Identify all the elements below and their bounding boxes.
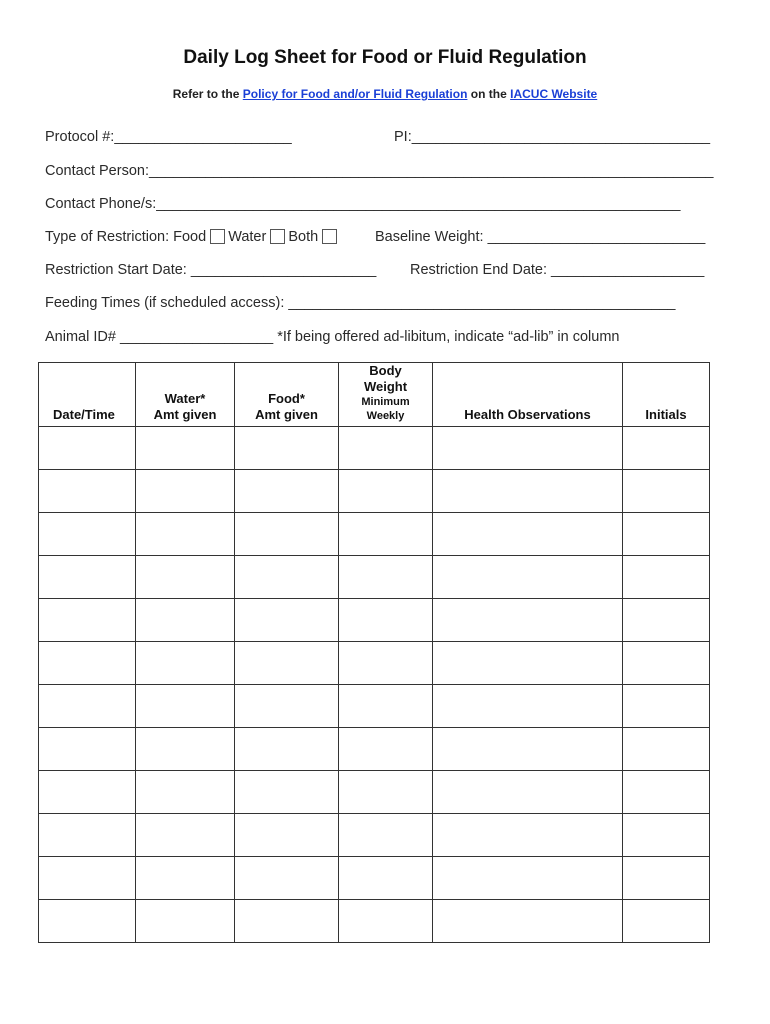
cell-food[interactable] <box>235 556 339 599</box>
header-food <box>235 363 339 427</box>
header-food-line2: Amt given <box>255 407 318 422</box>
cell-body-weight[interactable] <box>339 556 433 599</box>
cell-date-time[interactable] <box>39 728 136 771</box>
cell-initials[interactable] <box>623 556 710 599</box>
table-row <box>39 814 710 857</box>
cell-food[interactable] <box>235 857 339 900</box>
cell-body-weight[interactable] <box>339 599 433 642</box>
cell-food[interactable] <box>235 685 339 728</box>
cell-health[interactable] <box>433 771 623 814</box>
table-row <box>39 685 710 728</box>
header-health: Health Observations <box>433 363 623 427</box>
table-row <box>39 599 710 642</box>
page-title: Daily Log Sheet for Food or Fluid Regulation <box>183 47 587 68</box>
cell-food[interactable] <box>235 470 339 513</box>
cell-initials[interactable] <box>623 771 710 814</box>
cell-initials[interactable] <box>623 814 710 857</box>
header-initials: Initials <box>623 363 710 427</box>
table-row <box>39 427 710 470</box>
cell-date-time[interactable] <box>39 900 136 943</box>
cell-water[interactable] <box>136 685 235 728</box>
table-row <box>39 900 710 943</box>
cell-health[interactable] <box>433 599 623 642</box>
cell-water[interactable] <box>136 771 235 814</box>
both-checkbox[interactable] <box>322 229 337 244</box>
cell-health[interactable] <box>433 857 623 900</box>
feeding-times-field[interactable]: Feeding Times (if scheduled access): ________________________________________________ <box>45 295 676 311</box>
restriction-type-row <box>45 229 340 245</box>
cell-initials[interactable] <box>623 599 710 642</box>
cell-health[interactable] <box>433 513 623 556</box>
cell-water[interactable] <box>136 728 235 771</box>
cell-body-weight[interactable] <box>339 857 433 900</box>
cell-health[interactable] <box>433 427 623 470</box>
table-row <box>39 470 710 513</box>
cell-initials[interactable] <box>623 470 710 513</box>
cell-date-time[interactable] <box>39 556 136 599</box>
animal-id-field[interactable]: Animal ID# ___________________ *If being offered ad-libitum, indicate “ad-lib” in column <box>45 329 620 345</box>
cell-water[interactable] <box>136 470 235 513</box>
food-checkbox[interactable] <box>210 229 225 244</box>
cell-food[interactable] <box>235 642 339 685</box>
cell-water[interactable] <box>136 814 235 857</box>
cell-water[interactable] <box>136 857 235 900</box>
header-water-line2: Amt given <box>153 407 217 422</box>
water-label: Water <box>228 229 267 245</box>
cell-body-weight[interactable] <box>339 728 433 771</box>
header-food-line1: Food* <box>268 391 305 406</box>
cell-water[interactable] <box>136 642 235 685</box>
cell-body-weight[interactable] <box>339 771 433 814</box>
pi-field[interactable]: PI:_____________________________________ <box>394 129 711 145</box>
policy-link[interactable]: Policy for Food and/or Fluid Regulation <box>242 87 468 101</box>
cell-water[interactable] <box>136 427 235 470</box>
cell-date-time[interactable] <box>39 857 136 900</box>
cell-date-time[interactable] <box>39 771 136 814</box>
table-row <box>39 857 710 900</box>
header-water <box>136 363 235 427</box>
cell-initials[interactable] <box>623 857 710 900</box>
header-body-line1: Body <box>369 363 402 378</box>
table-row <box>39 728 710 771</box>
table-row <box>39 556 710 599</box>
cell-body-weight[interactable] <box>339 900 433 943</box>
protocol-field[interactable]: Protocol #:______________________ <box>45 129 292 145</box>
cell-date-time[interactable] <box>39 814 136 857</box>
table-row <box>39 513 710 556</box>
cell-water[interactable] <box>136 513 235 556</box>
cell-body-weight[interactable] <box>339 513 433 556</box>
cell-health[interactable] <box>433 685 623 728</box>
cell-health[interactable] <box>433 642 623 685</box>
contact-phone-field[interactable]: Contact Phone/s:_________________________________________________________________ <box>45 196 681 212</box>
cell-date-time[interactable] <box>39 685 136 728</box>
header-body-line3: Minimum <box>361 396 410 408</box>
baseline-weight-field[interactable]: Baseline Weight: ___________________________ <box>375 229 706 245</box>
cell-food[interactable] <box>235 771 339 814</box>
water-checkbox[interactable] <box>270 229 285 244</box>
cell-food[interactable] <box>235 599 339 642</box>
cell-date-time[interactable] <box>39 513 136 556</box>
header-water-line1: Water* <box>164 391 206 406</box>
subtitle-prefix: Refer to the <box>172 87 243 101</box>
cell-date-time[interactable] <box>39 470 136 513</box>
cell-body-weight[interactable] <box>339 814 433 857</box>
iacuc-link[interactable]: IACUC Website <box>510 87 598 101</box>
header-date-time: Date/Time <box>39 363 136 427</box>
cell-initials[interactable] <box>623 427 710 470</box>
log-table-body <box>39 427 710 943</box>
cell-food[interactable] <box>235 900 339 943</box>
cell-food[interactable] <box>235 427 339 470</box>
start-date-field[interactable]: Restriction Start Date: _______________________ <box>45 262 377 278</box>
cell-food[interactable] <box>235 814 339 857</box>
cell-food[interactable] <box>235 513 339 556</box>
header-body-line4: Weekly <box>366 410 405 422</box>
table-row <box>39 771 710 814</box>
cell-body-weight[interactable] <box>339 470 433 513</box>
cell-water[interactable] <box>136 900 235 943</box>
end-date-field[interactable]: Restriction End Date: ___________________ <box>410 262 705 278</box>
restriction-label: Type of Restriction: Food <box>45 229 207 245</box>
both-label: Both <box>288 229 319 245</box>
cell-health[interactable] <box>433 556 623 599</box>
cell-water[interactable] <box>136 599 235 642</box>
cell-body-weight[interactable] <box>339 427 433 470</box>
cell-body-weight[interactable] <box>339 642 433 685</box>
subtitle-middle: on the <box>467 87 511 101</box>
cell-food[interactable] <box>235 728 339 771</box>
cell-health[interactable] <box>433 900 623 943</box>
cell-health[interactable] <box>433 728 623 771</box>
header-body-weight <box>339 363 433 427</box>
header-body-line2: Weight <box>363 379 408 394</box>
table-row <box>39 642 710 685</box>
cell-initials[interactable] <box>623 685 710 728</box>
cell-initials[interactable] <box>623 728 710 771</box>
log-table <box>38 362 710 943</box>
cell-water[interactable] <box>136 556 235 599</box>
cell-date-time[interactable] <box>39 642 136 685</box>
cell-health[interactable] <box>433 470 623 513</box>
cell-initials[interactable] <box>623 642 710 685</box>
contact-person-field[interactable]: Contact Person:______________________________________________________________________ <box>45 163 714 179</box>
cell-health[interactable] <box>433 814 623 857</box>
subtitle <box>0 87 770 101</box>
cell-initials[interactable] <box>623 900 710 943</box>
cell-initials[interactable] <box>623 513 710 556</box>
cell-date-time[interactable] <box>39 427 136 470</box>
cell-body-weight[interactable] <box>339 685 433 728</box>
cell-date-time[interactable] <box>39 599 136 642</box>
